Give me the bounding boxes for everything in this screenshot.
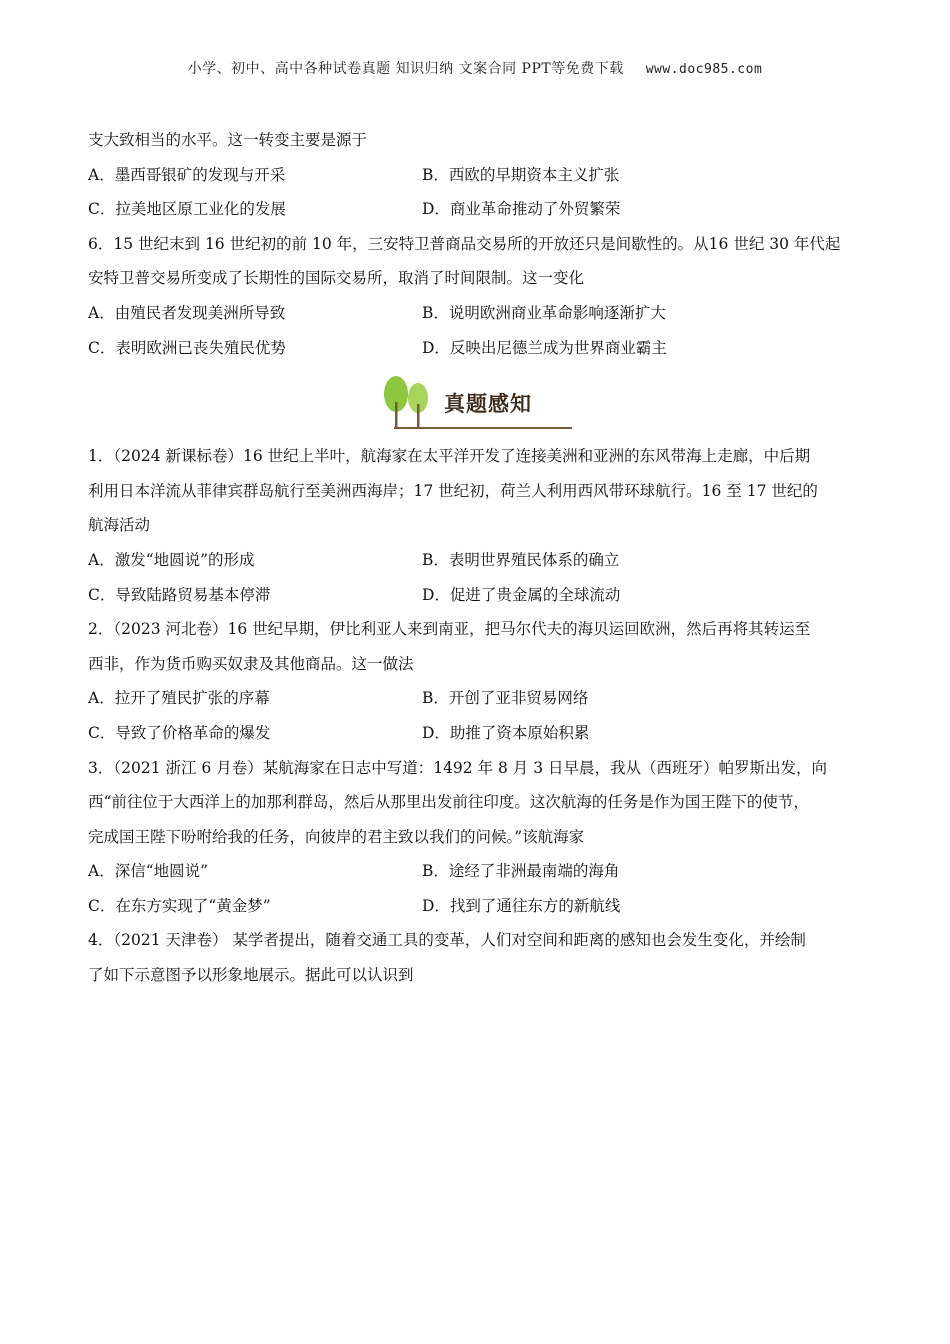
question-5 [88, 130, 868, 165]
option-d: D．反映出尼德兰成为世界商业霸主 [422, 338, 667, 357]
question-text: 安特卫普交易所变成了长期性的国际交易所，取消了时间限制。这一变化 [88, 269, 585, 288]
option-c: C．导致了价格革命的爆发 [88, 723, 271, 742]
options-row [88, 723, 868, 758]
option-b: B．说明欧洲商业革命影响逐渐扩大 [422, 303, 666, 322]
question-text: 2．（2023 河北卷）16 世纪早期，伊比利亚人来到南亚，把马尔代夫的海贝运回欧洲，然后再将其转运至 [88, 620, 811, 639]
option-a: A．由殖民者发现美洲所导致 [88, 303, 286, 322]
options-row [88, 585, 868, 620]
question-6 [88, 234, 868, 269]
question-3-cont [88, 792, 868, 827]
question-text: 西非，作为货币购买奴隶及其他商品。这一做法 [88, 654, 414, 673]
question-3 [88, 758, 868, 793]
options-row [88, 688, 868, 723]
question-2-cont [88, 654, 868, 689]
question-6-cont [88, 268, 868, 303]
question-4-cont [88, 965, 868, 1000]
document-body [88, 130, 868, 1000]
option-d: D．找到了通往东方的新航线 [422, 896, 621, 915]
question-text: 支大致相当的水平。这一转变主要是源于 [88, 131, 368, 149]
option-a: A．激发“地圆说”的形成 [88, 550, 255, 569]
option-b: B．途经了非洲最南端的海角 [422, 862, 620, 881]
options-row [88, 861, 868, 896]
options-row [88, 199, 868, 234]
question-text: 了如下示意图予以形象地展示。据此可以认识到 [88, 966, 414, 985]
header-url[interactable]: www.doc985.com [645, 62, 763, 77]
two-trees-icon [378, 374, 436, 430]
question-3-cont [88, 827, 868, 862]
option-b: B．开创了亚非贸易网络 [422, 689, 589, 708]
option-d: D．商业革命推动了外贸繁荣 [422, 200, 621, 219]
question-text: 6．15 世纪末到 16 世纪初的前 10 年，三安特卫普商品交易所的开放还只是间歇性的。从16 世纪 30 年代起 [88, 234, 841, 253]
question-1 [88, 446, 868, 481]
question-text: 西“前往位于大西洋上的加那利群岛，然后从那里出发前往印度。这次航海的任务是作为国王陛下的使节， [88, 793, 809, 812]
option-b: B．西欧的早期资本主义扩张 [422, 165, 620, 184]
options-row [88, 165, 868, 200]
options-row [88, 303, 868, 338]
options-row [88, 338, 868, 373]
option-a: A．墨西哥银矿的发现与开采 [88, 165, 286, 184]
question-4 [88, 930, 868, 965]
option-d: D．助推了资本原始积累 [422, 723, 590, 742]
option-b: B．表明世界殖民体系的确立 [422, 550, 620, 569]
section-banner [88, 372, 868, 446]
question-text: 航海活动 [88, 516, 151, 535]
option-a: A．拉开了殖民扩张的序幕 [88, 689, 270, 708]
option-c: C．表明欧洲已丧失殖民优势 [88, 338, 286, 357]
question-text: 完成国王陛下吩咐给我的任务，向彼岸的君主致以我们的问候。”该航海家 [88, 827, 585, 846]
question-text: 4．（2021 天津卷） 某学者提出，随着交通工具的变革，人们对空间和距离的感知也会发生变化，并绘制 [88, 931, 806, 950]
question-1-cont [88, 481, 868, 516]
question-1-cont [88, 515, 868, 550]
option-a: A．深信“地圆说” [88, 862, 209, 881]
question-text: 1．（2024 新课标卷）16 世纪上半叶，航海家在太平洋开发了连接美洲和亚洲的东风带海上走廊，中后期 [88, 447, 811, 466]
header-text: 小学、初中、高中各种试卷真题 知识归纳 文案合同 PPT等免费下载 [187, 61, 624, 77]
options-row [88, 896, 868, 931]
question-2 [88, 619, 868, 654]
section-title: 真题感知 [444, 392, 532, 417]
page-header [0, 58, 950, 78]
option-d: D．促进了贵金属的全球流动 [422, 585, 621, 604]
question-text: 利用日本洋流从菲律宾群岛航行至美洲西海岸；17 世纪初，荷兰人利用西风带环球航行。16 至 17 世纪的 [88, 481, 818, 500]
question-text: 3．（2021 浙江 6 月卷）某航海家在日志中写道：1492 年 8 月 3 日早晨，我从（西班牙）帕罗斯出发，向 [88, 758, 828, 777]
option-c: C．导致陆路贸易基本停滞 [88, 585, 271, 604]
option-c: C．在东方实现了“黄金梦” [88, 896, 271, 915]
options-row [88, 550, 868, 585]
option-c: C．拉美地区原工业化的发展 [88, 200, 286, 219]
banner-underline [394, 427, 572, 429]
